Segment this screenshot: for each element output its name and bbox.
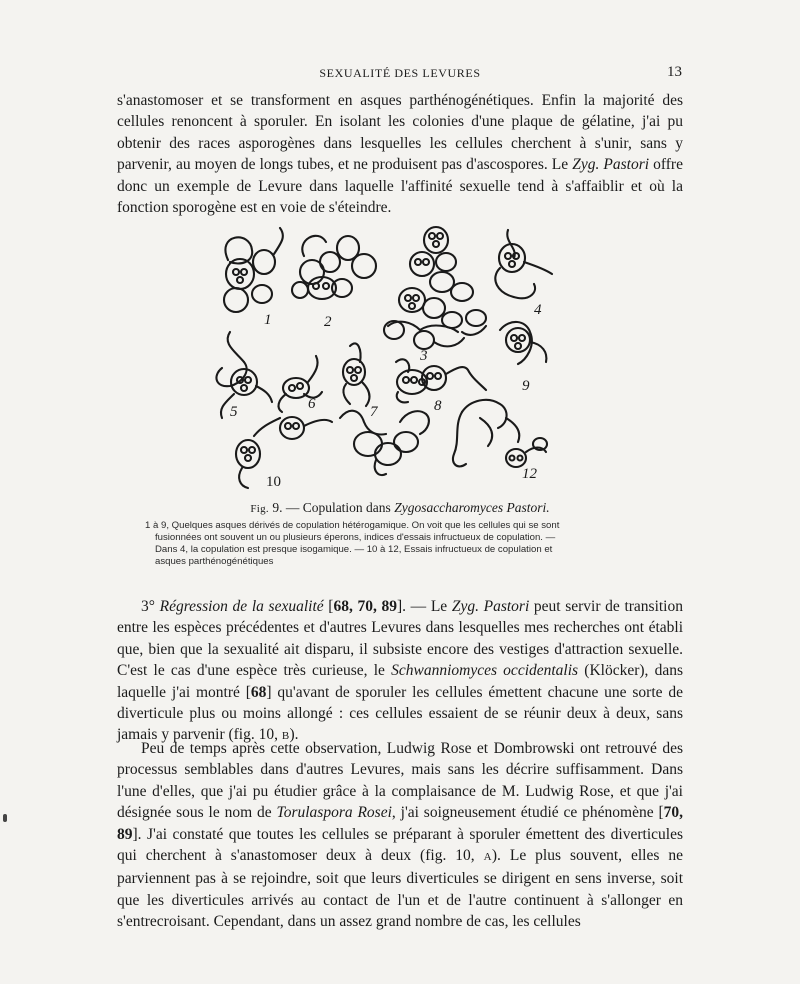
caption-line: 1 à 9, Quelques asques dérivés de copulation hétérogamique. On voit que les cellules qui se sont [145, 520, 560, 531]
figure-caption-title [0, 500, 800, 516]
figure-label: 2 [324, 314, 332, 330]
species-name: Zyg. Pastori [451, 598, 530, 615]
p2-text: (Klöcker), dans laquelle j'ai montré [ [117, 662, 683, 701]
p1-text-2: offre donc un exemple de Levure dans laquelle l'affinité sexuelle tend à s'affaiblir et où la fonction sporogène est en voie de s'éteindre. [117, 156, 683, 217]
figure-9-illustration [200, 222, 570, 494]
caption-species: Zygosaccharomyces Pastori. [394, 500, 550, 515]
bracket-open: [ [323, 598, 334, 615]
species-name: Schwanniomyces occidentalis [391, 662, 579, 680]
section-title: Régression de la sexualité [159, 598, 324, 615]
figure-ref-letter: A [483, 851, 492, 864]
figure-label: 10 [266, 474, 281, 490]
caption-dash: — Copulation dans [282, 500, 395, 515]
reference: 68 [250, 683, 267, 701]
paragraph-3 [117, 738, 683, 933]
specimen-2 [292, 236, 376, 299]
figure-label: 4 [534, 302, 542, 318]
figure-label: 1 [264, 312, 272, 328]
specimen-8 [396, 359, 486, 402]
yeast-copulation-drawing [200, 222, 570, 494]
reference: 70, 89 [117, 804, 683, 843]
figure-label: 12 [522, 466, 537, 482]
figure-label: 3 [420, 348, 428, 364]
specimen-7 [343, 343, 369, 406]
caption-line: fusionnées ont souvent un ou plusieurs éperons, indices d'essais infructueux de copulation. — [155, 532, 556, 543]
specimen-3 [384, 227, 486, 349]
specimen-5 [216, 332, 272, 418]
p3-text: ]. J'ai constaté que toutes les cellules se préparant à sporuler émettent des diverticules qui cherchent à s'anastomoser deux à deux (fig. 10, [117, 825, 683, 865]
figure-label: 7 [370, 404, 378, 420]
species-name: Torulaspora Rosei [276, 804, 392, 822]
specimen-4 [495, 230, 552, 364]
p2-text: peut servir de transition entre les espèces précédentes et d'autres Levures dans lesquelles mes recherches ont établi que, bien que la sexualité ait disparu, il subsiste encore des vestiges d'attraction sexuelle. C'est le cas d'une espèce très curieuse, le [117, 598, 683, 680]
p3-text: , j'ai soigneusement étudié ce phénomène [ [391, 804, 664, 822]
p2-text: ]. — Le [397, 598, 452, 615]
species-name: Zyg. Pastori [572, 156, 650, 174]
p2-text: ). [289, 726, 299, 744]
figure-label: 8 [434, 398, 442, 414]
specimen-1 [224, 228, 283, 312]
paragraph-2 [117, 596, 683, 748]
p3-text: Peu de temps après cette observation, Ludwig Rose et Dombrowski ont retrouvé des processus semblables dans d'autres Levures, mais sans les décrire suffisamment. Dans l'une d'elles, que j'ai pu étudier grâce à la complaisance de M. Ludwig Rose, et que j'ai désignée sous le nom de [117, 740, 683, 822]
running-head [0, 66, 800, 84]
caption-line: Dans 4, la copulation est presque isogamique. — 10 à 12, Essais infructueux de copulation et [155, 544, 553, 555]
running-title: SEXUALITÉ DES LEVURES [319, 66, 481, 80]
figure-label: 9 [522, 378, 530, 394]
figure-label: 6 [308, 396, 316, 412]
specimen-10 [236, 411, 429, 488]
p2-text: ] qu'avant de sporuler les cellules émettent chacune une sorte de diverticule plus ou moins allongé : ces cellules essaient de se réunir deux à deux, sans jamais y parvenir (fig. 10, [117, 683, 683, 744]
p1-text-1: s'anastomoser et se transforment en asques parthénogénétiques. Enfin la majorité des cellules renoncent à sporuler. En isolant les colonies d'une plaque de gélatine, j'ai pu obtenir des races asporogènes dans lesquelles les cellules cherchent à s'unir, sans y parvenir, au moyen de longs tubes, et ne produisent pas d'ascospores. Le [117, 92, 683, 174]
caption-line: asques parthénogénétiques [155, 556, 274, 567]
margin-ink-mark [3, 814, 7, 822]
caption-prefix: Fig. [250, 503, 269, 515]
specimen-12 [453, 400, 547, 467]
page-number: 13 [667, 64, 682, 80]
caption-number: 9. [272, 500, 283, 515]
p3-text: ). Le plus souvent, elles ne parviennent pas à se rejoindre, soit que leurs diverticules se dirigent en sens inverse, soit que les diverticules arrivés au contact de l'un et de l'autre continuent à s'allonger en s'entrecroisant. Cependant, dans un assez grand nombre de cas, les cellules [117, 847, 683, 931]
figure-label: 5 [230, 404, 238, 420]
paragraph-1 [117, 90, 683, 218]
section-number: 3° [141, 598, 155, 615]
figure-caption-body [145, 520, 651, 568]
reference: 68, 70, 89 [333, 598, 397, 615]
figure-ref-letter: B [281, 730, 290, 743]
